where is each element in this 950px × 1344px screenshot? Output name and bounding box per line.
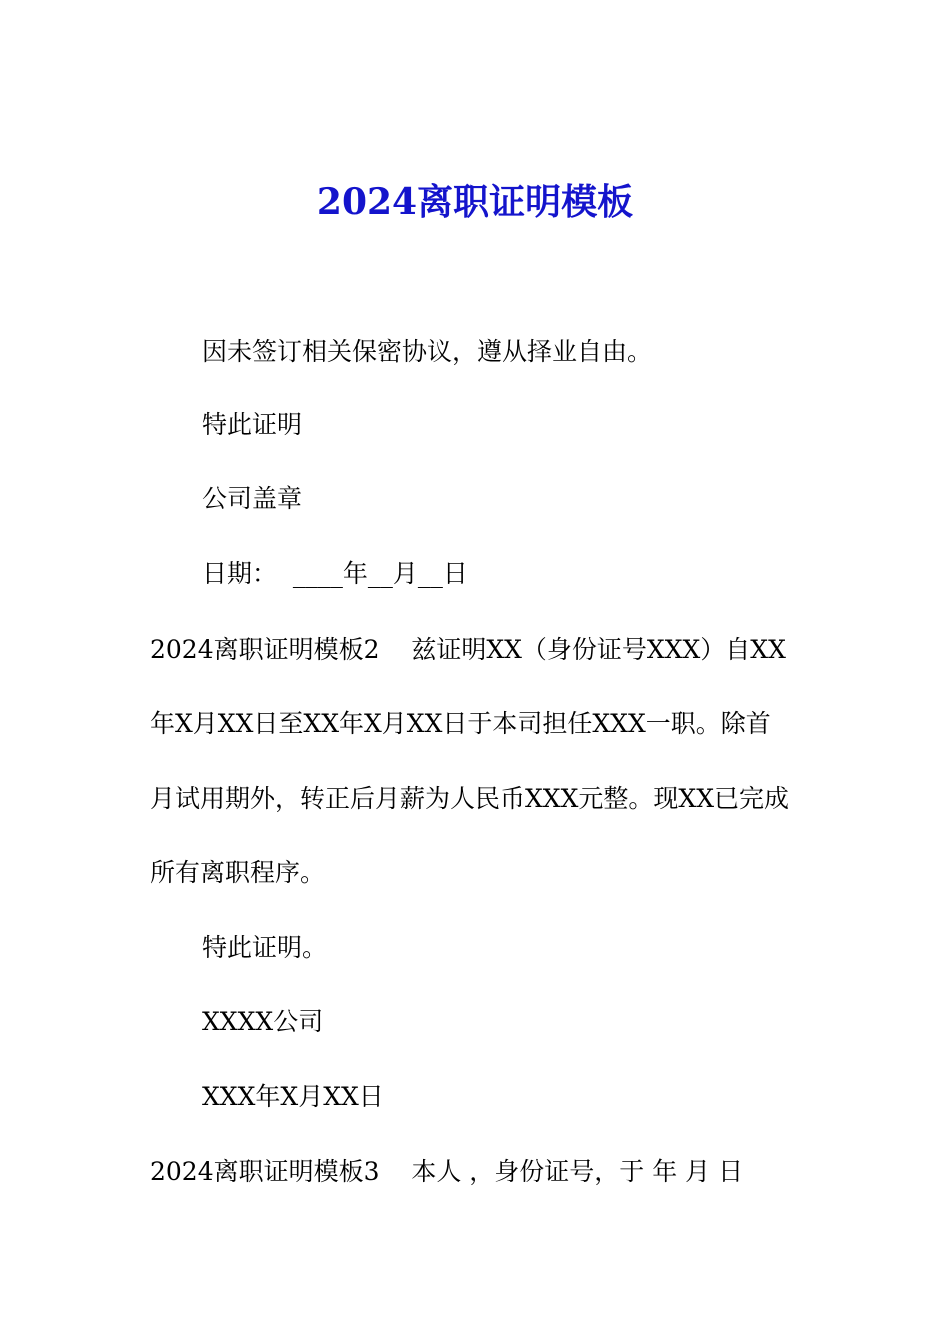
paragraph-template2-line2: 年X月XX日至XX年X月XX日于本司担任XXX一职。除首 [150,709,771,738]
paragraph-company-name: XXXX公司 [202,1007,324,1036]
document-title: 2024离职证明模板 [316,181,634,223]
paragraph-confidentiality: 因未签订相关保密协议，遵从择业自由。 [202,337,653,366]
paragraph-certify: 特此证明 [202,410,303,439]
paragraph-company-seal: 公司盖章 [202,484,303,513]
paragraph-template3-line1: 2024离职证明模板3 本人 ，身份证号，于 年 月 日 [150,1157,744,1186]
paragraph-date-2: XXX年X月XX日 [202,1082,384,1111]
paragraph-template2-line3: 月试用期外，转正后月薪为人民币XXX元整。现XX已完成 [150,784,789,813]
paragraph-certify-2: 特此证明。 [202,933,328,962]
paragraph-template2-line1: 2024离职证明模板2 兹证明XX（身份证号XXX）自XX [150,635,786,664]
paragraph-date: 日期： ____年__月__日 [202,559,468,588]
paragraph-template2-line4: 所有离职程序。 [150,858,326,887]
